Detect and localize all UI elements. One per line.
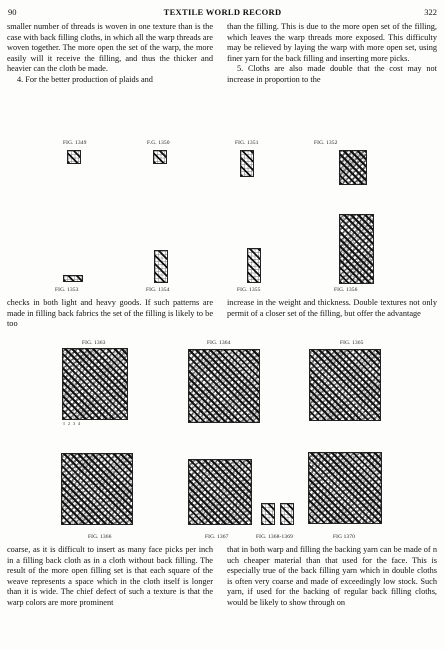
figure-caption: FIG. 1353 xyxy=(55,287,79,293)
figure-caption: FIG. 1349 xyxy=(63,140,87,146)
weave-diagram-1370 xyxy=(308,452,382,524)
figure-caption: FIG. 1363 xyxy=(82,340,106,346)
weave-diagram-1356 xyxy=(339,214,374,284)
figure-caption: FIG. 1351 xyxy=(235,140,259,146)
running-title: TEXTILE WORLD RECORD xyxy=(163,7,282,17)
figure-caption: FIG. 1354 xyxy=(146,287,170,293)
weave-diagram-1363 xyxy=(62,348,128,420)
weave-diagram-1369 xyxy=(280,503,294,525)
figure-caption: FIG. 1355 xyxy=(237,287,261,293)
figure-caption: FIG. 1367 xyxy=(205,534,229,540)
text-mid-right: increase in the weight and thickness. Double textures not only permit of a closer set of the filling, but offer the advantage xyxy=(227,298,437,318)
figure-caption: FIG 1370 xyxy=(333,534,356,540)
text-bottom-left: coarse, as it is difficult to insert as many face picks per inch in a filling back cloth as in a cloth without back filling. The result of the more open filling set is that each square of the weave represents a space which in the cloth itself is longer than it is wide. The chief defect of such a texture is that the warp colors are more prominent xyxy=(7,545,213,607)
weave-diagram-1367 xyxy=(188,459,252,525)
page-number-right: 322 xyxy=(424,7,437,17)
weave-diagram-1349 xyxy=(67,150,81,164)
page-number-left: 90 xyxy=(8,7,17,17)
text-top-right xyxy=(227,22,437,86)
paragraph: 4. For the better production of plaids and xyxy=(17,74,153,84)
figure-caption: FIG. 1352 xyxy=(314,140,338,146)
weave-diagram-1365 xyxy=(309,349,381,421)
weave-diagram-1354 xyxy=(154,250,168,283)
figure-caption: FIG. 1365 xyxy=(340,340,364,346)
weave-diagram-1366 xyxy=(61,453,133,525)
weave-diagram-1368 xyxy=(261,503,275,525)
text-top-left xyxy=(7,22,213,86)
weave-diagram-1351 xyxy=(240,150,254,177)
figure-caption: F.G. 1350 xyxy=(147,140,170,146)
figure-caption: FIG. 1356 xyxy=(334,287,358,293)
weave-diagram-1353 xyxy=(63,275,83,282)
text-mid-left: checks in both light and heavy goods. If such patterns are made in filling back fabrics the set of the filling is likely to be too xyxy=(7,298,213,329)
weave-numbering: 1 2 3 4 xyxy=(63,421,81,426)
weave-diagram-1355 xyxy=(247,248,261,283)
weave-diagram-1364 xyxy=(188,349,260,423)
paragraph: smaller number of threads is woven in one texture than is the case with back filling cloths, in which all the warp threads are woven together. The more open the set of the warp, the more easily will it receive the filling, and thus the thicker and heavier can the cloth be made. xyxy=(7,22,213,74)
paragraph: than the filling. This is due to the more open set of the filling, which leaves the warp threads more exposed. This difficulty may be relieved by laying the warp with more open set, using finer yarn for the back filling and inserting more picks. xyxy=(227,22,437,63)
weave-diagram-1350 xyxy=(153,150,167,164)
text-bottom-right: that in both warp and filling the backing yarn can be made of n uch cheaper material than that used for the face. This is especially true of the back filling yarn which in double cloths is often very coarse and made of exceedingly low stock. Such yarn, if used for the backing of regular back filling cloths, would be likely to show through on xyxy=(227,545,437,607)
figure-caption: FIG. 1364 xyxy=(207,340,231,346)
figure-caption: FIG. 1366 xyxy=(88,534,112,540)
paragraph: 5. Cloths are also made double that the cost may not increase in proportion to the xyxy=(227,64,437,84)
weave-diagram-1352 xyxy=(339,150,367,185)
figure-caption: FIG. 1368-1369 xyxy=(256,534,293,540)
